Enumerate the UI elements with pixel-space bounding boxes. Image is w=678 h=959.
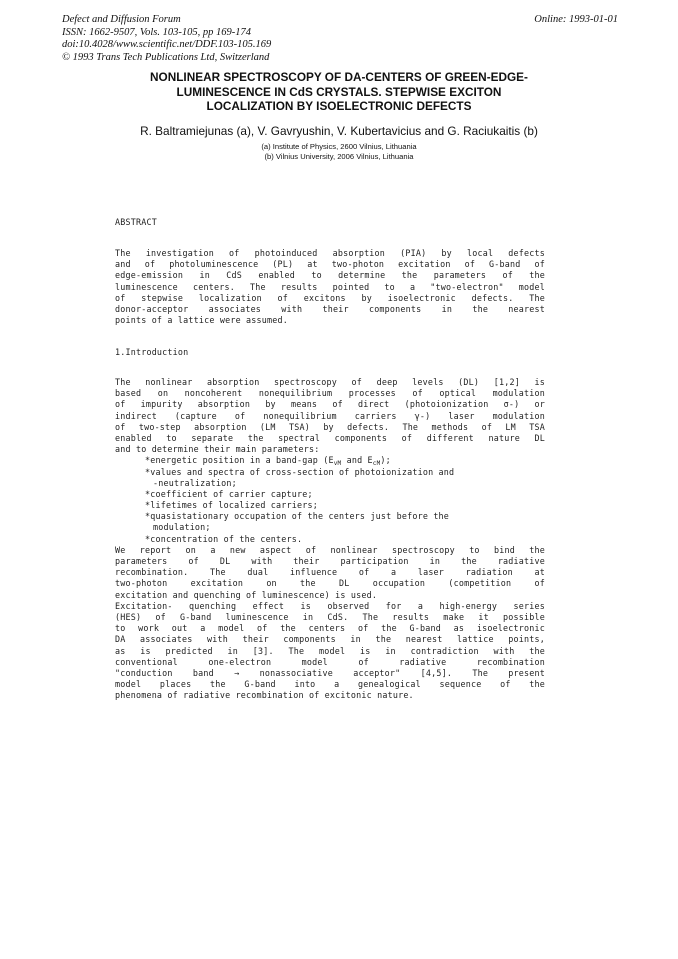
online-date: Online: 1993-01-01 [534, 14, 618, 25]
text-line: based on noncoherent nonequilibrium processes of optical modulation [115, 388, 545, 399]
text-line: donor-acceptor associates with their components in the nearest [115, 303, 545, 314]
bullet-text: *energetic position in a band-gap (E [145, 455, 334, 466]
text-line: and of photoluminescence (PL) at two-photon excitation of G-band of [115, 259, 545, 270]
section-heading-introduction: 1.Introduction [115, 347, 189, 357]
text-line: excitation and quenching of luminescence) is used. [115, 589, 378, 600]
abstract-body [115, 248, 545, 326]
issn-line: ISSN: 1662-9507, Vols. 103-105, pp 169-174 [62, 26, 251, 38]
text-line: and to determine their main parameters: [115, 444, 320, 455]
text-line: of two-step absorption (LM TSA) by defects. The methods of LM TSA [115, 421, 545, 432]
bullet-energetic-position [115, 455, 545, 466]
subscript-cm: cM [372, 460, 381, 467]
bullet-continuation: modulation; [153, 522, 211, 533]
affiliation-a: (a) Institute of Physics, 2600 Vilnius, Lithuania [261, 142, 417, 151]
authors: R. Baltramiejunas (a), V. Gavryushin, V. Kubertavicius and G. Raciukaitis (b) [140, 124, 538, 138]
text-line: luminescence centers. The results pointed to a "two-electron" model [115, 281, 545, 292]
copyright-line: © 1993 Trans Tech Publications Ltd, Switzerland [62, 51, 270, 63]
text-line: to work out a model of the centers of the G-band as isoelectronic [115, 623, 545, 634]
text-line: of impurity absorption by means of direct (photoionization σ-) or [115, 399, 545, 410]
introduction-body [115, 377, 545, 701]
bullet-item: *values and spectra of cross-section of photoionization and [145, 466, 455, 477]
text-line: points of a lattice were assumed. [115, 315, 288, 326]
text-line: Excitation- quenching effect is observed for a high-energy series [115, 600, 545, 611]
bullet-item: *lifetimes of localized carriers; [145, 500, 318, 511]
text-line: indirect (capture of nonequilibrium carriers γ-) laser modulation [115, 410, 545, 421]
text-line: two-photon excitation on the DL occupation (competition of [115, 578, 545, 589]
title-line: LUMINESCENCE IN CdS CRYSTALS. STEPWISE EXCITON [176, 84, 502, 99]
journal-name: Defect and Diffusion Forum [62, 14, 181, 25]
title-line: LOCALIZATION BY ISOELECTRONIC DEFECTS [206, 99, 472, 113]
text-line: model places the G-band into a genealogical sequence of the [115, 679, 545, 690]
bullet-item: *quasistationary occupation of the centers just before the [145, 511, 450, 522]
bullet-continuation: -neutralization; [153, 477, 237, 488]
text-line: We report on a new aspect of nonlinear spectroscopy to bind the [115, 544, 545, 555]
text-line: conventional one-electron model of radiative recombination [115, 656, 545, 667]
affiliation-b: (b) Vilnius University, 2006 Vilnius, Lithuania [264, 152, 414, 161]
text-line: "conduction band → nonassociative acceptor" [4,5]. The present [115, 667, 545, 678]
paper-title [90, 70, 588, 114]
text-line: The investigation of photoinduced absorption (PIA) by local defects [115, 248, 545, 258]
bullet-text: ); [380, 455, 391, 466]
text-line: DA associates with their components in the nearest lattice points, [115, 634, 545, 645]
bullet-item: *coefficient of carrier capture; [145, 488, 313, 499]
title-line: NONLINEAR SPECTROSCOPY OF DA-CENTERS OF GREEN-EDGE- [150, 70, 528, 84]
doi-line: doi:10.4028/www.scientific.net/DDF.103-105.169 [62, 39, 272, 50]
text-line: (HES) of G-band luminescence in CdS. The results make it possible [115, 611, 545, 622]
text-line: of stepwise localization of excitons by isoelectronic defects. The [115, 292, 545, 303]
bullet-text: and E [341, 455, 373, 466]
text-line: edge-emission in CdS enabled to determine the parameters of the [115, 270, 545, 281]
journal-header [62, 14, 618, 64]
text-line: parameters of DL with their participation in the radiative [115, 556, 545, 566]
text-line: recombination. The dual influence of a laser radiation at [115, 567, 545, 578]
bullet-item: *concentration of the centers. [145, 533, 303, 544]
text-line: enabled to separate the spectral components of different nature DL [115, 432, 545, 443]
subscript-vm: vM [333, 460, 342, 467]
text-line: phenomena of radiative recombination of excitonic nature. [115, 690, 414, 701]
text-line: as is predicted in [3]. The model is in contradiction with the [115, 645, 545, 656]
text-line: The nonlinear absorption spectroscopy of deep levels (DL) [1,2] is [115, 377, 545, 387]
abstract-heading: ABSTRACT [115, 217, 157, 227]
